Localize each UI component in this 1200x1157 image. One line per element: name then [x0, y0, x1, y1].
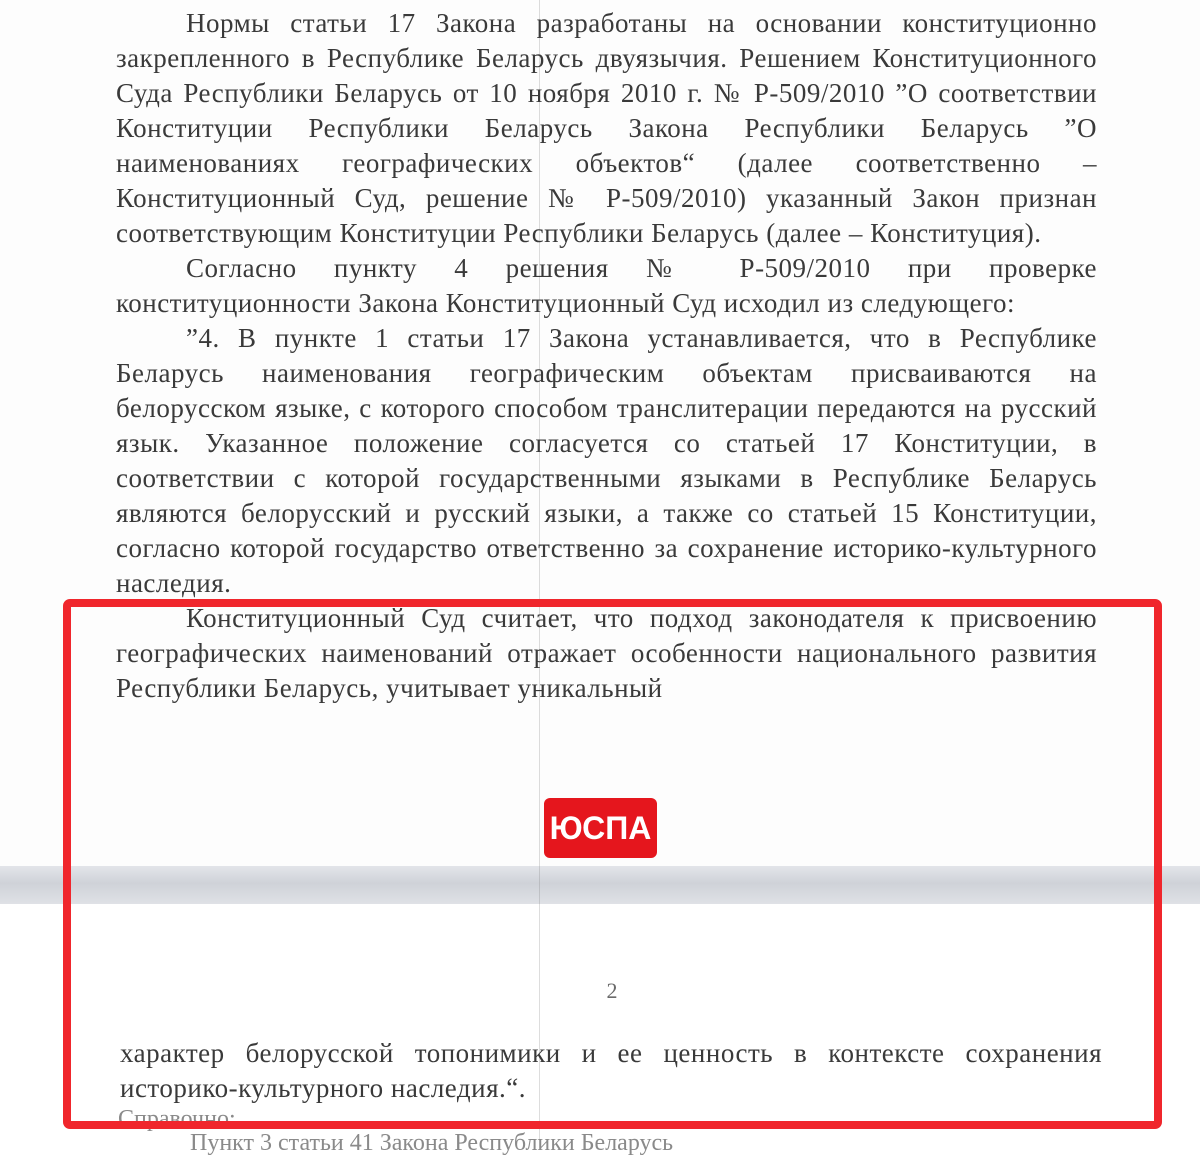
- page-break-separator: [0, 866, 1200, 904]
- paragraph-constitutional-court-considers: Конституционный Суд считает, что подход законодателя к присвоению географических наименований отражает особенности национального развития Республики Беларусь, учитывает уникальный: [116, 603, 1097, 703]
- paragraph-quote-point-4: ”4. В пункте 1 статьи 17 Закона устанавливается, что в Республике Беларусь наименования географическим объектам присваиваются на белорусском языке, с которого способом транслитерации передаются на русский язык. Указанное положение согласуется со статьей 17 Конституции, в соответствии с которой государственными языками в Республике Беларусь являются белорусский и русский языки, а также со статьей 15 Конституции, согласно которой государство ответственно за сохранение историко-культурного наследия.: [116, 323, 1097, 598]
- paragraph-norms-article-17: Нормы статьи 17 Закона разработаны на основании конституционно закрепленного в Республике Беларусь двуязычия. Решением Конституционного Суда Республики Беларусь от 10 ноября 2010 г. № Р-509/2010 ”О соответствии Конституции Республики Беларусь Закона Республики Беларусь ”О наименованиях географических объектов“ (далее соответственно – Конституционный Суд, решение № Р-509/2010) указанный Закон признан соответствующим Конституции Республики Беларусь (далее – Конституция).: [116, 8, 1097, 248]
- paragraph-continuation: характер белорусской топонимики и ее ценность в контексте сохранения историко-культурного наследия.“.: [120, 1038, 1102, 1103]
- cut-off-text-line-2: Пункт 3 статьи 41 Закона Республики Беларусь: [190, 1130, 674, 1156]
- page-number: 2: [606, 978, 618, 1003]
- cut-off-text-line: Справочно:: [118, 1106, 236, 1132]
- yuspa-watermark-badge: ЮСПА: [544, 798, 657, 858]
- paragraph-according-to-point-4: Согласно пункту 4 решения № Р-509/2010 при проверке конституционности Закона Конституционный Суд исходил из следующего:: [116, 253, 1097, 318]
- document-body: [116, 6, 1097, 706]
